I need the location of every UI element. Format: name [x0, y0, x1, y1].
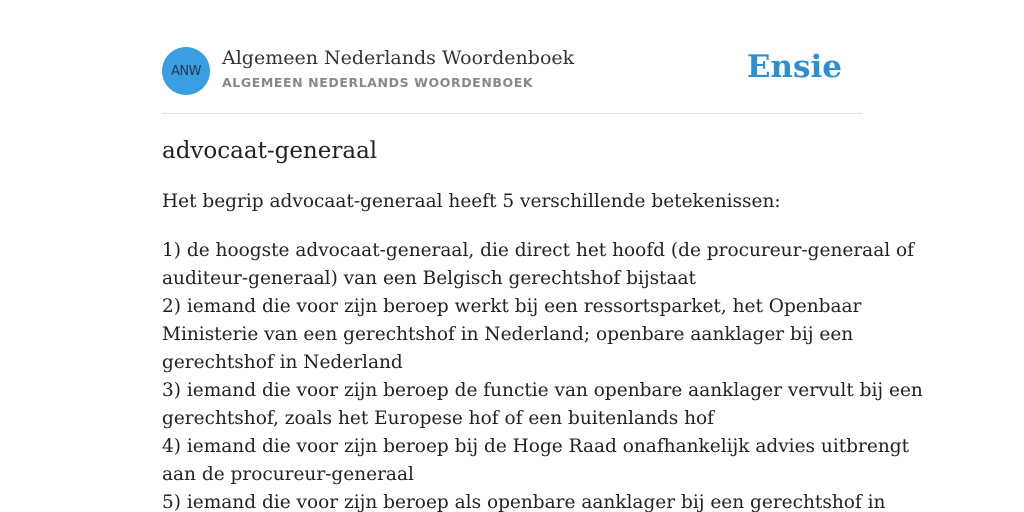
header-divider: [162, 113, 862, 114]
meaning-line: gerechtshof, zoals het Europese hof of een buitenlands hof: [162, 408, 714, 429]
meaning-line: auditeur-generaal) van een Belgisch gerechtshof bijstaat: [162, 268, 696, 289]
source-title[interactable]: Algemeen Nederlands Woordenboek: [222, 47, 575, 69]
meaning-line: 3) iemand die voor zijn beroep de functie van openbare aanklager vervult bij een: [162, 380, 923, 401]
meaning-line: gerechtshof in Nederland: [162, 352, 403, 373]
meaning-line: 1) de hoogste advocaat-generaal, die direct het hoofd (de procureur-generaal of: [162, 240, 915, 261]
meaning-line: 4) iemand die voor zijn beroep bij de Hoge Raad onafhankelijk advies uitbrengt: [162, 436, 910, 457]
brand-logo[interactable]: Ensie: [746, 49, 842, 85]
meanings-list: [162, 237, 923, 512]
source-subtitle: ALGEMEEN NEDERLANDS WOORDENBOEK: [222, 75, 534, 90]
meaning-line: 5) iemand die voor zijn beroep als openbare aanklager bij een gerechtshof in: [162, 492, 886, 512]
meaning-line: Ministerie van een gerechtshof in Nederland; openbare aanklager bij een: [162, 324, 854, 345]
header: [162, 47, 862, 95]
entry-intro: Het begrip advocaat-generaal heeft 5 verschillende betekenissen:: [162, 191, 781, 212]
meaning-line: 2) iemand die voor zijn beroep werkt bij een ressortsparket, het Openbaar: [162, 296, 862, 317]
entry-title: advocaat-generaal: [162, 138, 378, 164]
meaning-line: aan de procureur-generaal: [162, 464, 414, 485]
source-logo[interactable]: ANW: [162, 47, 210, 95]
